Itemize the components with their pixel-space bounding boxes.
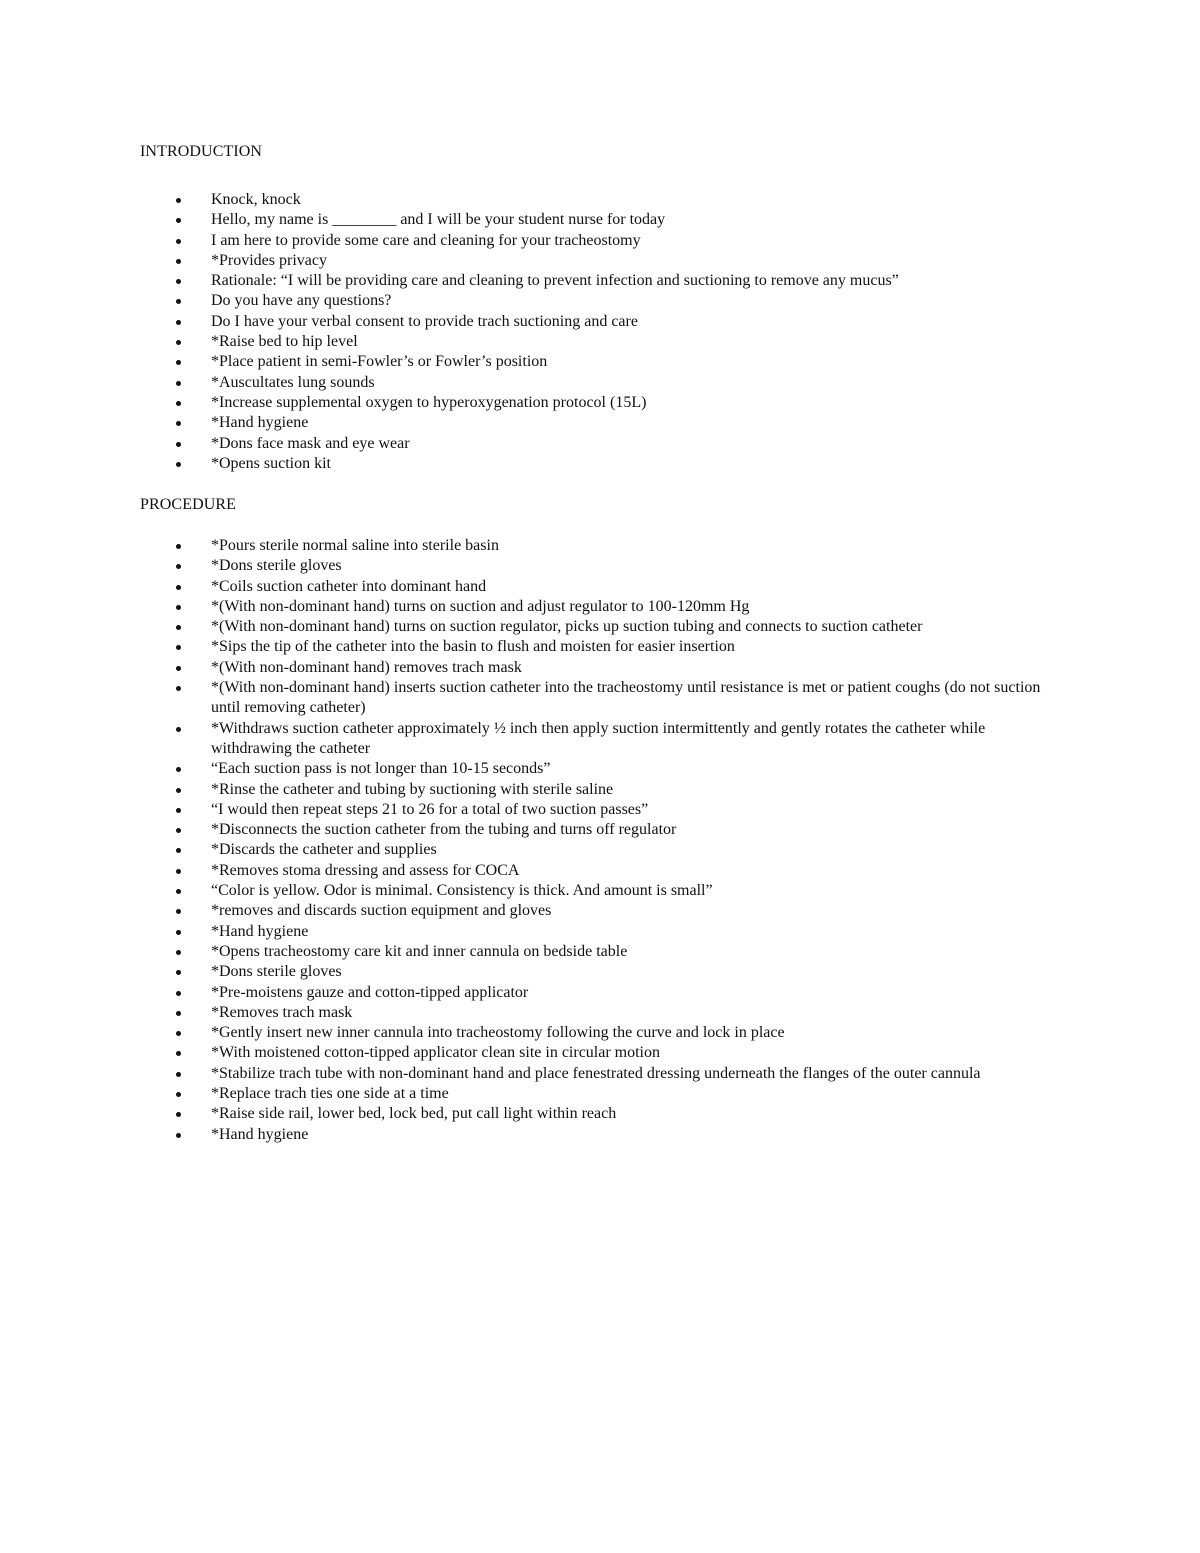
list-item bbox=[176, 271, 1056, 291]
list-item-text: *Provides privacy bbox=[211, 251, 327, 269]
bullet-icon bbox=[176, 381, 181, 386]
bullet-icon bbox=[176, 564, 181, 569]
list-item-text: *Disconnects the suction catheter from the tubing and turns off regulator bbox=[211, 821, 677, 839]
bullet-icon bbox=[176, 727, 181, 732]
list-item bbox=[176, 251, 1056, 271]
list-item-text: *With moistened cotton-tipped applicator clean site in circular motion bbox=[211, 1044, 660, 1062]
bullet-icon bbox=[176, 279, 181, 284]
bullet-icon bbox=[176, 1031, 181, 1036]
list-item bbox=[176, 759, 1056, 779]
list-item-text: *Withdraws suction catheter approximately ½ inch then apply suction intermittently and gently rotates the catheter while withdrawing the catheter bbox=[211, 719, 986, 757]
list-item-text: *Dons sterile gloves bbox=[211, 557, 342, 575]
list-item bbox=[176, 942, 1056, 962]
bullet-icon bbox=[176, 299, 181, 304]
list-item-text: *Raise bed to hip level bbox=[211, 333, 358, 351]
list-item-text: *(With non-dominant hand) turns on suction and adjust regulator to 100-120mm Hg bbox=[211, 597, 750, 615]
bullet-icon bbox=[176, 259, 181, 264]
bullet-icon bbox=[176, 991, 181, 996]
bullet-icon bbox=[176, 1133, 181, 1138]
list-item-text: *Stabilize trach tube with non-dominant hand and place fenestrated dressing underneath the flanges of the outer cannula bbox=[211, 1064, 981, 1082]
introduction-heading: INTRODUCTION bbox=[140, 143, 263, 160]
list-item bbox=[176, 719, 1056, 760]
bullet-icon bbox=[176, 605, 181, 610]
bullet-icon bbox=[176, 1092, 181, 1097]
list-item bbox=[176, 658, 1056, 678]
list-item-text: *(With non-dominant hand) turns on suction regulator, picks up suction tubing and connects to suction catheter bbox=[211, 618, 923, 636]
list-item bbox=[176, 617, 1056, 637]
list-item bbox=[176, 312, 1056, 332]
bullet-icon bbox=[176, 909, 181, 914]
bullet-icon bbox=[176, 218, 181, 223]
list-item-text: *removes and discards suction equipment and gloves bbox=[211, 902, 552, 920]
bullet-icon bbox=[176, 421, 181, 426]
list-item bbox=[176, 1043, 1056, 1063]
list-item bbox=[176, 1104, 1056, 1124]
list-item bbox=[176, 922, 1056, 942]
list-item bbox=[176, 393, 1056, 413]
list-item bbox=[176, 332, 1056, 352]
bullet-icon bbox=[176, 1051, 181, 1056]
list-item-text: “I would then repeat steps 21 to 26 for a total of two suction passes” bbox=[211, 800, 649, 818]
bullet-icon bbox=[176, 848, 181, 853]
list-item bbox=[176, 820, 1056, 840]
bullet-icon bbox=[176, 401, 181, 406]
bullet-icon bbox=[176, 808, 181, 813]
list-item-text: Do you have any questions? bbox=[211, 292, 392, 310]
list-item bbox=[176, 1064, 1056, 1084]
bullet-icon bbox=[176, 462, 181, 467]
list-item bbox=[176, 190, 1056, 210]
bullet-icon bbox=[176, 889, 181, 894]
list-item-text: *Pre-moistens gauze and cotton-tipped applicator bbox=[211, 983, 529, 1001]
list-item bbox=[176, 210, 1056, 230]
list-item bbox=[176, 434, 1056, 454]
list-item-text: *Opens suction kit bbox=[211, 454, 331, 472]
list-item-text: *Sips the tip of the catheter into the basin to flush and moisten for easier insertion bbox=[211, 638, 735, 656]
bullet-icon bbox=[176, 320, 181, 325]
list-item bbox=[176, 1023, 1056, 1043]
bullet-icon bbox=[176, 930, 181, 935]
list-item bbox=[176, 840, 1056, 860]
list-item-text: *Discards the catheter and supplies bbox=[211, 841, 437, 859]
list-item bbox=[176, 231, 1056, 251]
bullet-icon bbox=[176, 1112, 181, 1117]
list-item bbox=[176, 800, 1056, 820]
bullet-icon bbox=[176, 442, 181, 447]
list-item-text: I am here to provide some care and cleaning for your tracheostomy bbox=[211, 231, 641, 249]
list-item-text: *Opens tracheostomy care kit and inner cannula on bedside table bbox=[211, 942, 628, 960]
list-item bbox=[176, 861, 1056, 881]
bullet-icon bbox=[176, 1072, 181, 1077]
list-item-text: *Pours sterile normal saline into sterile basin bbox=[211, 537, 499, 554]
procedure-list bbox=[176, 536, 1056, 1145]
list-item bbox=[176, 962, 1056, 982]
list-item-text: *Removes trach mask bbox=[211, 1003, 353, 1021]
bullet-icon bbox=[176, 645, 181, 650]
list-item bbox=[176, 1125, 1056, 1145]
list-item bbox=[176, 454, 1056, 474]
list-item-text: Hello, my name is ________ and I will be your student nurse for today bbox=[211, 211, 666, 229]
list-item bbox=[176, 1084, 1056, 1104]
list-item bbox=[176, 577, 1056, 597]
procedure-heading: PROCEDURE bbox=[140, 496, 237, 513]
list-item-text: “Each suction pass is not longer than 10-15 seconds” bbox=[211, 760, 551, 778]
list-item bbox=[176, 352, 1056, 372]
list-item-text: “Color is yellow. Odor is minimal. Consistency is thick. And amount is small” bbox=[211, 882, 713, 900]
list-item-text: Rationale: “I will be providing care and cleaning to prevent infection and suctioning to remove any mucus” bbox=[211, 272, 899, 290]
list-item-text: *Hand hygiene bbox=[211, 922, 309, 940]
list-item-text: *Dons sterile gloves bbox=[211, 963, 342, 981]
bullet-icon bbox=[176, 625, 181, 630]
bullet-icon bbox=[176, 544, 181, 549]
bullet-icon bbox=[176, 1011, 181, 1016]
list-item bbox=[176, 597, 1056, 617]
list-item bbox=[176, 637, 1056, 657]
list-item-text: *Removes stoma dressing and assess for COCA bbox=[211, 861, 520, 879]
bullet-icon bbox=[176, 666, 181, 671]
list-item-text: *Dons face mask and eye wear bbox=[211, 434, 410, 452]
list-item bbox=[176, 556, 1056, 576]
list-item-text: Knock, knock bbox=[211, 191, 301, 208]
bullet-icon bbox=[176, 950, 181, 955]
list-item bbox=[176, 536, 1056, 556]
bullet-icon bbox=[176, 360, 181, 365]
list-item bbox=[176, 901, 1056, 921]
list-item-text: *Place patient in semi-Fowler’s or Fowler’s position bbox=[211, 353, 548, 371]
bullet-icon bbox=[176, 869, 181, 874]
list-item-text: *Replace trach ties one side at a time bbox=[211, 1085, 449, 1103]
list-item bbox=[176, 780, 1056, 800]
list-item bbox=[176, 373, 1056, 393]
bullet-icon bbox=[176, 686, 181, 691]
list-item-text: *Rinse the catheter and tubing by suctioning with sterile saline bbox=[211, 780, 614, 798]
introduction-list bbox=[176, 190, 1056, 474]
list-item bbox=[176, 291, 1056, 311]
list-item-text: *Increase supplemental oxygen to hyperoxygenation protocol (15L) bbox=[211, 393, 647, 411]
list-item-text: *Auscultates lung sounds bbox=[211, 373, 375, 391]
bullet-icon bbox=[176, 198, 181, 203]
bullet-icon bbox=[176, 585, 181, 590]
list-item-text: *Hand hygiene bbox=[211, 1125, 309, 1143]
list-item bbox=[176, 678, 1056, 719]
list-item-text: *Gently insert new inner cannula into tracheostomy following the curve and lock in place bbox=[211, 1024, 785, 1042]
list-item bbox=[176, 1003, 1056, 1023]
list-item-text: *Hand hygiene bbox=[211, 414, 309, 432]
list-item-text: *Coils suction catheter into dominant hand bbox=[211, 577, 487, 595]
bullet-icon bbox=[176, 340, 181, 345]
list-item-text: *(With non-dominant hand) removes trach mask bbox=[211, 658, 522, 676]
list-item-text: *(With non-dominant hand) inserts suction catheter into the tracheostomy until resistance is met or patient coughs (do not suction until removing catheter) bbox=[211, 679, 1041, 717]
bullet-icon bbox=[176, 970, 181, 975]
list-item-text: *Raise side rail, lower bed, lock bed, put call light within reach bbox=[211, 1105, 617, 1123]
bullet-icon bbox=[176, 767, 181, 772]
list-item-text: Do I have your verbal consent to provide trach suctioning and care bbox=[211, 312, 638, 330]
bullet-icon bbox=[176, 239, 181, 244]
list-item bbox=[176, 413, 1056, 433]
list-item bbox=[176, 983, 1056, 1003]
list-item bbox=[176, 881, 1056, 901]
bullet-icon bbox=[176, 788, 181, 793]
bullet-icon bbox=[176, 828, 181, 833]
